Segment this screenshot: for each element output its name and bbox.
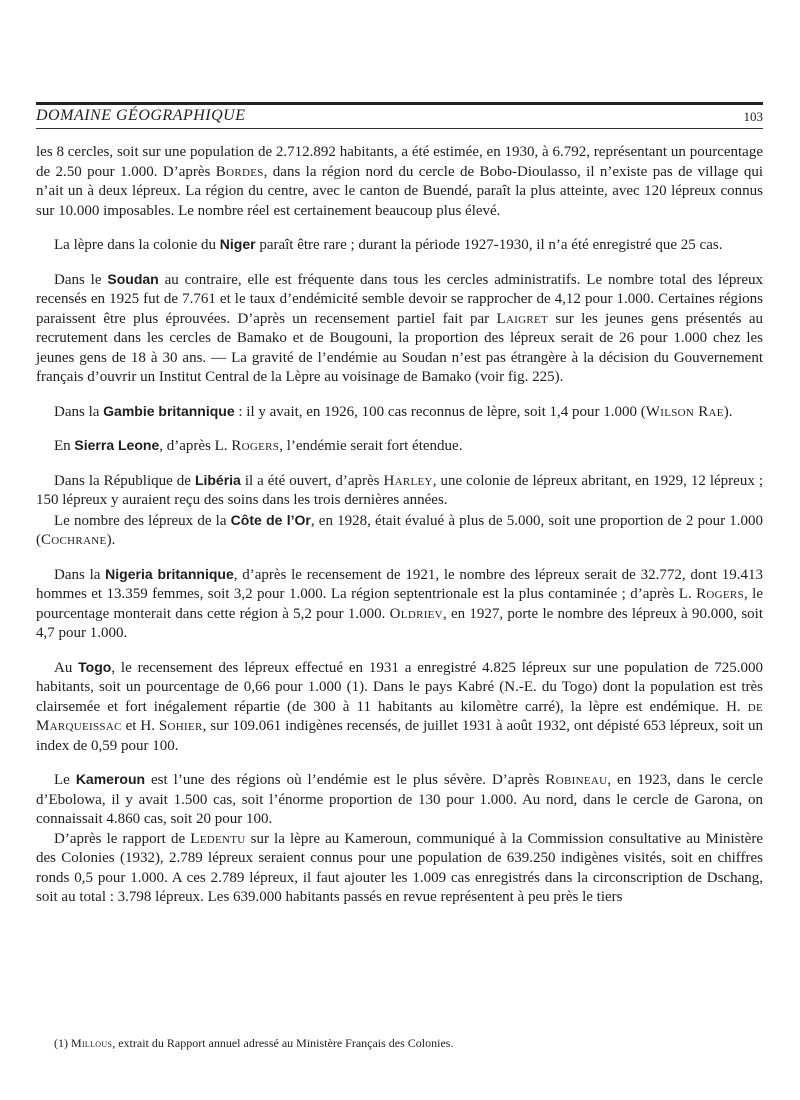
text-run: : il y avait, en 1926, 100 cas reconnus de lèpre, soit 1,4 pour 1.000 (	[234, 403, 646, 420]
author-name: Rogers	[231, 438, 280, 454]
author-name: Ledentu	[190, 830, 246, 847]
text-run: , d’après le recensement de 1921, le nombre des lépreux serait de 32.772, dont 19.413 hommes et 13.359 femmes, soit 3,2 pour 1.000. La région septentrionale est la plus contaminée ; d’après L.	[36, 566, 763, 602]
region-name: Gambie britannique	[103, 402, 235, 419]
paragraph-p6	[36, 471, 763, 511]
paragraph-p5	[36, 436, 763, 457]
paragraph-p4	[36, 402, 763, 423]
text-run: Le	[54, 772, 76, 788]
text-run: , extrait du Rapport annuel adressé au Ministère Français des Colonies.	[112, 1036, 454, 1050]
text-run: les 8 cercles, soit sur une population de 2.712.892 habitants, a été estimée, en 1930, à 6.792, représentant un pourcentage de 2.50 pour 1.000. D’après	[36, 144, 763, 180]
text-run: Dans la	[54, 566, 106, 583]
author-name: Oldriev	[389, 605, 443, 622]
author-name: Laigret	[496, 310, 549, 327]
text-run: , sur 109.061 indigènes recensés, de juillet 1931 à août 1932, ont dépisté 653 lépreux, soit un index de 0,59 pour 100.	[36, 718, 763, 754]
text-run: Dans la République de	[54, 472, 195, 489]
text-run: (1)	[54, 1036, 71, 1050]
page-number: 103	[743, 109, 763, 124]
text-run: et H.	[121, 718, 159, 734]
text-run: est l’une des régions où l’endémie est le plus sévère. D’après	[145, 772, 546, 788]
author-name: Harley	[383, 472, 433, 489]
text-run: ).	[723, 403, 733, 420]
paragraph-p7	[36, 511, 763, 551]
region-name: Kameroun	[75, 771, 146, 787]
text-run: En	[54, 438, 75, 454]
paragraph-p3	[36, 270, 763, 388]
text-run: Dans la	[54, 403, 104, 420]
author-name: Bordes	[215, 163, 264, 180]
text-run: , en 1927, porte le nombre des lépreux à 90.000, soit 4,7 pour 1.000.	[36, 605, 763, 641]
region-name: Sierra Leone	[74, 437, 160, 453]
text-run: , en 1928, était évalué à plus de 5.000, soit une proportion de 2 pour 1.000 (	[36, 512, 763, 548]
author-name: de Marqueissac	[36, 698, 763, 734]
text-run: , dans la région nord du cercle de Bobo-Dioulasso, il n’existe pas de village qui n’ait un à deux lépreux. La région du centre, avec le canton de Buendé, paraît la plus atteinte, avec 120 lépreux connus sur 10.000 imposables. Le nombre réel est certainement beaucoup plus élevé.	[36, 163, 763, 219]
paragraph-p2	[36, 235, 763, 256]
text-run: Dans le	[54, 271, 108, 288]
running-head: DOMAINE GÉOGRAPHIQUE	[36, 107, 246, 124]
author-name: Cochrane	[41, 532, 107, 548]
paragraph-p11	[36, 830, 763, 908]
region-name: Nigeria britannique	[105, 565, 234, 582]
text-run: , d’après L.	[159, 438, 232, 454]
text-run: au contraire, elle est fréquente dans tous les cercles administratifs. Le nombre total des lépreux recensés en 1925 fut de 7.761 et le taux d’endémicité semble devoir se rapprocher de 4,12 pour 1.000. Certaines régions paraissent être plus éprouvées. D’après un recensement partiel fait par	[36, 271, 764, 327]
text-run: Au	[54, 659, 79, 676]
region-name: Soudan	[107, 270, 159, 287]
text-run: , en 1923, dans le cercle d’Ebolowa, il y avait 1.500 cas, soit l’énorme proportion de 130 pour 1.000. Au nord, dans le cercle de Garona, on connaissait 4.860 cas, soit 20 pour 100.	[36, 772, 763, 827]
author-name: Sohier	[158, 718, 203, 734]
text-run: La lèpre dans la colonie du	[54, 237, 220, 253]
author-name: Rogers	[696, 586, 744, 602]
body-text	[36, 143, 763, 908]
text-run: D’après le rapport de	[54, 830, 191, 847]
author-name: Robineau	[545, 772, 608, 788]
text-run: , une colonie de lépreux abritant, en 1929, 12 lépreux ; 150 lépreux y auraient reçu des soins dans les trois dernières années.	[36, 472, 763, 508]
text-run: , le recensement des lépreux effectué en 1931 a enregistré 4.825 lépreux sur une population de 725.000 habitants, soit un pourcentage de 0,66 pour 1.000 (1). Dans le pays Kabré (N.-E. du Togo) dont la population est très clairsemée et fort inégalement répartie (de 300 à 11 habitants au kilomètre carré), la lèpre est endémique. H.	[36, 659, 763, 715]
text-run: , l’endémie serait fort étendue.	[279, 438, 463, 454]
text-run: sur les jeunes gens présentés au recrutement dans les cercles de Bamako et de Bougouni, la proportion des lépreux serait de 26 pour 1.000 chez les jeunes gens de 18 à 30 ans. — La gravité de l’endémie au Soudan n’est pas étrangère à la décision du Gouvernement français d’ouvrir un Institut Central de la Lèpre au voisinage de Bamako (voir fig. 225).	[36, 310, 764, 385]
region-name: Niger	[219, 236, 256, 252]
paragraph-p8	[36, 565, 763, 644]
text-run: Le nombre des lépreux de la	[54, 512, 231, 529]
region-name: Togo	[78, 658, 112, 675]
header-rule-top	[36, 102, 763, 105]
header-rule-bottom	[36, 128, 763, 129]
author-name: Millous	[71, 1036, 113, 1050]
text-run: il a été ouvert, d’après	[240, 472, 384, 489]
paragraph-p1	[36, 143, 763, 221]
footnote	[54, 1036, 754, 1051]
paragraph-p9	[36, 658, 763, 757]
region-name: Libéria	[194, 471, 241, 488]
text-run: paraît être rare ; durant la période 1927-1930, il n’a été enregistré que 25 cas.	[255, 237, 723, 253]
region-name: Côte de l’Or	[230, 511, 311, 528]
author-name: Wilson Rae	[645, 403, 724, 420]
page-header	[36, 107, 763, 137]
text-run: , le pourcentage monterait dans cette région à 5,2 pour 1.000.	[36, 586, 763, 622]
text-run: ).	[106, 532, 116, 548]
text-run: sur la lèpre au Kameroun, communiqué à la Commission consultative au Ministère des Colonies (1932), 2.789 lépreux seraient connus pour une population de 639.250 indigènes visités, soit en chiffres ronds 0,5 pour 1.000. A ces 2.789 lépreux, il faut ajouter les 1.009 cas enregistrés dans la circonscription de Dschang, soit au total : 3.798 lépreux. Les 639.000 habitants passés en revue représentent à peu près le tiers	[36, 830, 763, 905]
paragraph-p10	[36, 770, 763, 830]
